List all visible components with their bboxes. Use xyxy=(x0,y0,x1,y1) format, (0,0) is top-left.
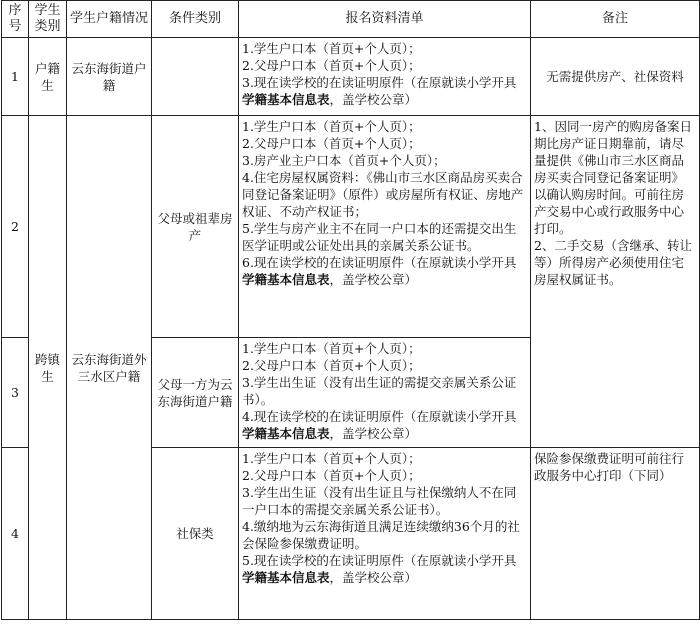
row-no: 3 xyxy=(2,338,29,448)
document-item: 4.住宅房屋权属资料：《佛山市三水区商品房买卖合同登记备案证明》（原件）或房屋所有权证、房地产权证、不动产权证书； xyxy=(242,170,524,219)
condition-type: 父母或祖辈房产 xyxy=(152,116,239,338)
document-list xyxy=(239,338,531,448)
document-item: 1.学生户口本（首页+个人页）； xyxy=(242,451,421,466)
document-list xyxy=(239,38,531,116)
hukou-status: 云东海街道外三水区户籍 xyxy=(67,116,152,620)
document-item: 5.学生与房产业主不在同一户口本的还需提交出生医学证明或公证处出具的亲属关系公证书。 xyxy=(242,221,517,253)
document-item: 5.现在读学校的在读证明原件（在原就读小学开具学籍基本信息表，盖学校公章） xyxy=(242,553,517,585)
remark xyxy=(531,116,700,448)
student-category: 跨镇生 xyxy=(29,116,67,620)
header-row xyxy=(2,1,700,38)
row-no: 2 xyxy=(2,116,29,338)
remark: 无需提供房产、社保资料 xyxy=(531,38,700,116)
document-highlight: 学籍基本信息表 xyxy=(242,92,330,107)
row-no: 4 xyxy=(2,448,29,620)
document-item: 2.父母户口本（首页+个人页）； xyxy=(242,468,421,483)
document-list xyxy=(239,116,531,338)
condition-type: 父母一方为云东海街道户籍 xyxy=(152,338,239,448)
document-item: 3.现在读学校的在读证明原件（在原就读小学开具学籍基本信息表，盖学校公章） xyxy=(242,75,517,107)
document-item: 6.现在读学校的在读证明原件（在原就读小学开具学籍基本信息表，盖学校公章） xyxy=(242,255,517,287)
document-highlight: 学籍基本信息表 xyxy=(242,426,330,441)
document-item: 3.房产业主户口本（首页+个人页）； xyxy=(242,153,446,168)
table-row xyxy=(2,38,700,116)
document-item: 1.学生户口本（首页+个人页）； xyxy=(242,341,421,356)
document-item: 1.学生户口本（首页+个人页）； xyxy=(242,41,421,56)
condition-type xyxy=(152,38,239,116)
document-item: 2.父母户口本（首页+个人页）； xyxy=(242,136,421,151)
remark-item: 1、因同一房产的购房备案日期比房产证日期靠前，请尽量提供《佛山市三水区商品房买卖合同登记备案证明》以确认购房时间。可前往房产交易中心或行政服务中心打印。 xyxy=(534,119,692,236)
enrollment-requirements-table xyxy=(1,0,700,620)
document-item: 4.缴纳地为云东海街道且满足连续缴纳36个月的社会保险参保缴费证明。 xyxy=(242,519,520,551)
document-item: 4.现在读学校的在读证明原件（在原就读小学开具学籍基本信息表，盖学校公章） xyxy=(242,409,517,441)
document-item: 3.学生出生证（没有出生证的需提交亲属关系公证书）。 xyxy=(242,375,517,407)
row-no: 1 xyxy=(2,38,29,116)
condition-type: 社保类 xyxy=(152,448,239,620)
remark: 保险参保缴费证明可前往行政服务中心打印（下同） xyxy=(531,448,700,620)
remark-item: 2、二手交易（含继承、转让等）所得房产必须使用住宅房屋权属证书。 xyxy=(534,238,692,287)
document-list xyxy=(239,448,531,620)
document-item: 2.父母户口本（首页+个人页）； xyxy=(242,58,421,73)
header-student-category: 学生类别 xyxy=(29,1,67,38)
header-no: 序号 xyxy=(2,1,29,38)
document-item: 3.学生出生证（没有出生证且与社保缴纳人不在同一户口本的需提交亲属关系公证书）。 xyxy=(242,485,517,517)
header-remarks: 备注 xyxy=(531,1,700,38)
document-highlight: 学籍基本信息表 xyxy=(242,272,330,287)
header-condition: 条件类别 xyxy=(152,1,239,38)
hukou-status: 云东海街道户籍 xyxy=(67,38,152,116)
document-item: 2.父母户口本（首页+个人页）； xyxy=(242,358,421,373)
header-documents: 报名资料清单 xyxy=(239,1,531,38)
table-row xyxy=(2,116,700,338)
document-item: 1.学生户口本（首页+个人页）； xyxy=(242,119,421,134)
student-category: 户籍生 xyxy=(29,38,67,116)
header-hukou: 学生户籍情况 xyxy=(67,1,152,38)
document-highlight: 学籍基本信息表 xyxy=(242,570,330,585)
